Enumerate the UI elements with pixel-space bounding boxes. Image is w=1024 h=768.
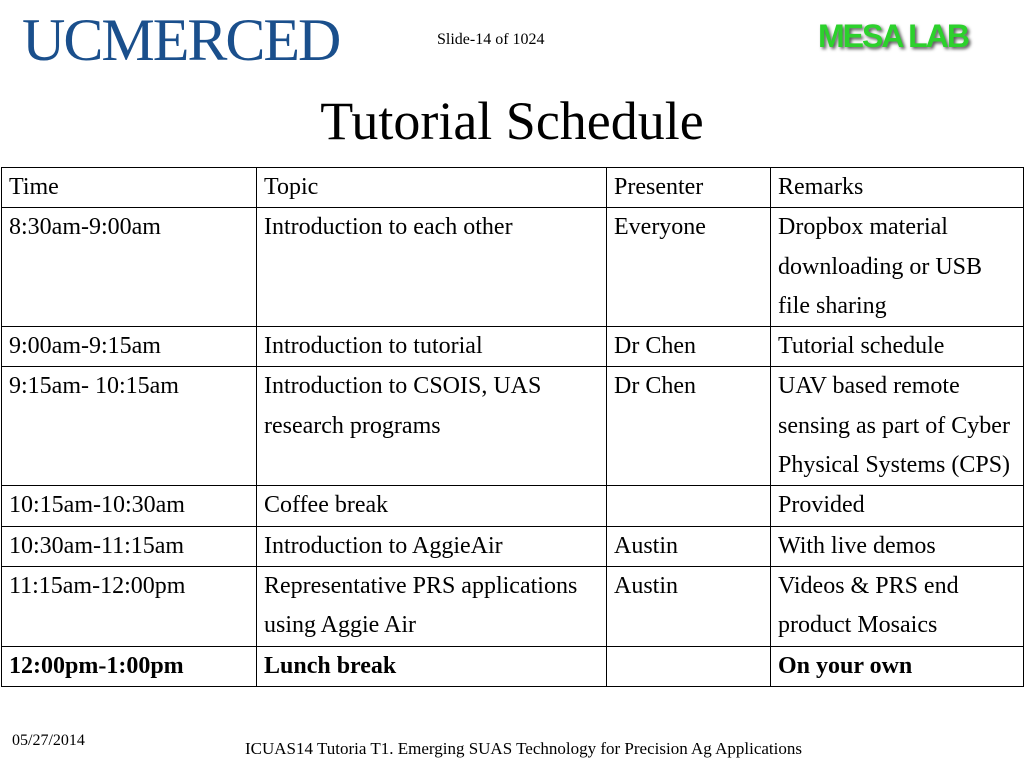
cell-time: 8:30am-9:00am — [2, 208, 257, 327]
cell-remarks: Videos & PRS end product Mosaics — [771, 566, 1024, 646]
cell-topic: Introduction to each other — [257, 208, 607, 327]
cell-time: 10:30am-11:15am — [2, 526, 257, 566]
cell-topic: Introduction to tutorial — [257, 327, 607, 367]
cell-presenter: Austin — [607, 526, 771, 566]
footer-text: ICUAS14 Tutoria T1. Emerging SUAS Technology for Precision Ag Applications — [245, 739, 802, 758]
cell-remarks: Provided — [771, 486, 1024, 526]
cell-presenter: Everyone — [607, 208, 771, 327]
cell-presenter — [607, 486, 771, 526]
table-header-row — [2, 168, 1024, 208]
footer-date: 05/27/2014 — [12, 732, 85, 749]
cell-topic: Representative PRS applications using Aggie Air — [257, 566, 607, 646]
cell-topic: Lunch break — [257, 646, 607, 686]
cell-presenter: Dr Chen — [607, 367, 771, 486]
cell-remarks: With live demos — [771, 526, 1024, 566]
cell-remarks: Tutorial schedule — [771, 327, 1024, 367]
cell-remarks: On your own — [771, 646, 1024, 686]
cell-presenter — [607, 646, 771, 686]
table-row — [2, 486, 1024, 526]
cell-remarks: UAV based remote sensing as part of Cyber Physical Systems (CPS) — [771, 367, 1024, 486]
cell-presenter: Dr Chen — [607, 327, 771, 367]
table-row — [2, 367, 1024, 486]
cell-time: 12:00pm-1:00pm — [2, 646, 257, 686]
schedule-table — [1, 167, 1024, 687]
cell-time: 10:15am-10:30am — [2, 486, 257, 526]
table-row — [2, 327, 1024, 367]
header-topic: Topic — [257, 168, 607, 208]
table-row — [2, 526, 1024, 566]
ucmerced-logo: UCMERCED — [22, 7, 340, 73]
table-row — [2, 566, 1024, 646]
cell-topic: Introduction to CSOIS, UAS research programs — [257, 367, 607, 486]
header-remarks: Remarks — [771, 168, 1024, 208]
header-time: Time — [2, 168, 257, 208]
slide-title: Tutorial Schedule — [320, 91, 704, 151]
cell-topic: Coffee break — [257, 486, 607, 526]
mesa-lab-logo: MESA LAB — [818, 18, 968, 54]
header-presenter: Presenter — [607, 168, 771, 208]
table-row — [2, 646, 1024, 686]
cell-presenter: Austin — [607, 566, 771, 646]
cell-remarks: Dropbox material downloading or USB file sharing — [771, 208, 1024, 327]
cell-time: 11:15am-12:00pm — [2, 566, 257, 646]
cell-time: 9:15am- 10:15am — [2, 367, 257, 486]
slide-number: Slide-14 of 1024 — [437, 31, 545, 48]
table-row — [2, 208, 1024, 327]
cell-time: 9:00am-9:15am — [2, 327, 257, 367]
cell-topic: Introduction to AggieAir — [257, 526, 607, 566]
